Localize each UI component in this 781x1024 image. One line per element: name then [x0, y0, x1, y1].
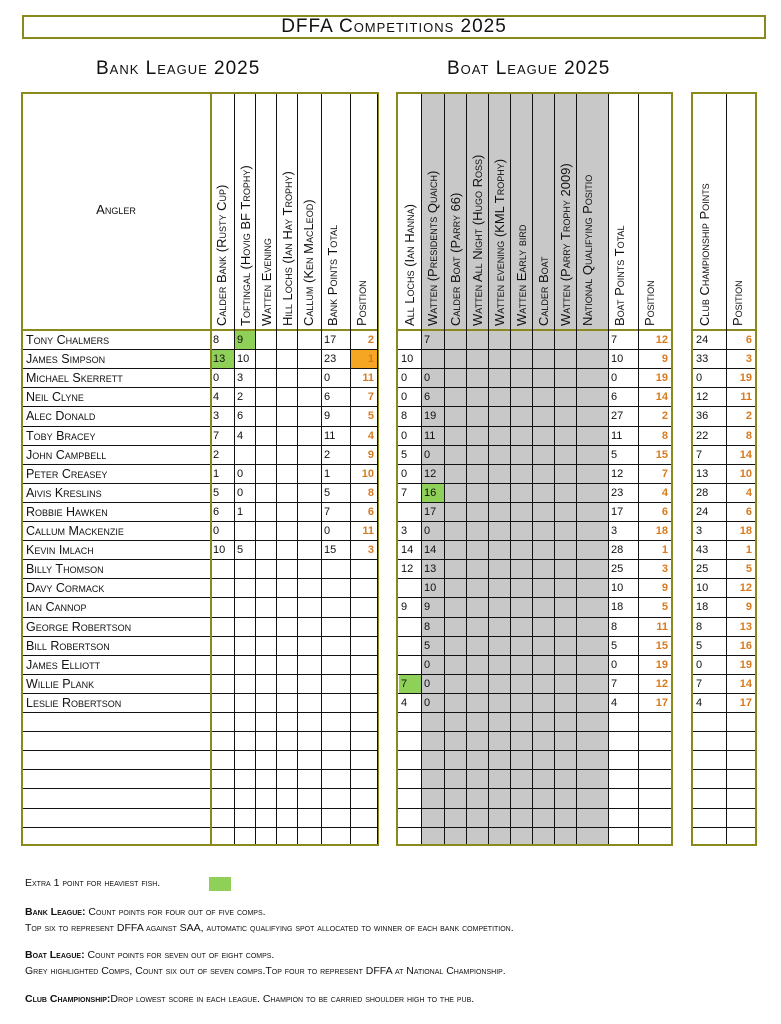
column-divider — [488, 94, 489, 844]
score-cell: 0 — [696, 372, 703, 385]
score-cell: 43 — [696, 544, 709, 557]
score-cell: 13 — [424, 563, 437, 576]
score-cell: 8 — [213, 334, 220, 346]
score-cell: 9 — [401, 601, 408, 614]
score-cell: 2 — [237, 391, 244, 404]
column-header: National Qualifying Positio — [580, 174, 595, 326]
score-cell: 7 — [401, 486, 408, 499]
column-header: All Lochs (Ian Hanna) — [402, 204, 417, 326]
position-cell: 5 — [367, 410, 374, 423]
column-header: Toftingal (Hovig BF Trophy) — [238, 165, 253, 326]
score-cell: 17 — [324, 334, 337, 346]
angler-name: Leslie Robertson — [26, 695, 122, 710]
score-cell: 4 — [213, 391, 220, 404]
score-cell: 7 — [696, 677, 703, 690]
heaviest-fish-swatch — [209, 877, 231, 891]
score-cell: 7 — [401, 677, 408, 690]
score-cell: 4 — [696, 696, 703, 709]
score-cell: 36 — [696, 410, 709, 423]
position-cell: 14 — [655, 391, 668, 404]
score-cell: 0 — [401, 372, 408, 385]
column-divider — [377, 94, 378, 844]
row-divider — [398, 712, 671, 713]
score-cell: 0 — [401, 391, 408, 404]
position-cell: 1 — [661, 544, 668, 557]
column-header: Boat Points Total — [612, 225, 627, 326]
position-cell: 11 — [362, 525, 374, 537]
position-cell: 4 — [745, 486, 752, 499]
row-divider — [398, 827, 671, 828]
score-cell: 27 — [611, 410, 624, 423]
score-cell: 5 — [237, 544, 244, 557]
score-cell: 24 — [696, 505, 709, 518]
position-cell: 11 — [362, 372, 374, 385]
position-cell: 6 — [745, 334, 752, 346]
position-cell: 6 — [661, 505, 668, 518]
score-cell: 12 — [424, 467, 437, 480]
position-cell: 17 — [655, 696, 668, 709]
position-cell: 14 — [739, 677, 752, 690]
score-cell: 12 — [611, 467, 624, 480]
score-cell: 6 — [324, 391, 331, 404]
boat-league-rule — [25, 949, 274, 961]
row-divider — [398, 788, 671, 789]
column-header: Club Championship Points — [697, 183, 712, 326]
score-cell: 6 — [424, 391, 431, 404]
score-cell: 9 — [324, 410, 331, 423]
score-cell: 9 — [237, 334, 244, 346]
score-cell: 5 — [324, 486, 331, 499]
column-header: Watten (Presidents Quaich) — [425, 170, 440, 326]
score-cell: 5 — [213, 486, 220, 499]
angler-name: Callum Mackenzie — [26, 524, 124, 538]
score-cell: 7 — [696, 448, 703, 461]
position-cell: 3 — [745, 353, 752, 366]
column-divider — [255, 94, 256, 844]
score-cell: 8 — [611, 620, 618, 633]
column-header: Calder Bank (Rusty Cup) — [214, 184, 229, 326]
position-cell: 11 — [656, 620, 668, 633]
score-cell: 0 — [213, 372, 220, 385]
position-cell: 19 — [739, 372, 752, 385]
angler-name: Michael Skerrett — [26, 371, 123, 386]
score-cell: 0 — [424, 696, 431, 709]
column-divider — [297, 94, 298, 844]
row-divider — [23, 808, 377, 809]
column-divider — [554, 94, 555, 844]
angler-name: Tony Chalmers — [26, 333, 110, 347]
column-header: Watten evening (KML Trophy) — [492, 158, 507, 326]
position-cell: 15 — [655, 448, 668, 461]
score-cell: 0 — [696, 658, 703, 671]
row-divider — [398, 808, 671, 809]
position-cell: 9 — [745, 601, 752, 614]
score-cell: 13 — [213, 353, 226, 366]
position-cell: 19 — [655, 372, 668, 385]
score-cell: 24 — [696, 334, 709, 346]
row-divider — [693, 827, 755, 828]
row-divider — [398, 731, 671, 732]
column-header: Watten (Parry Trophy 2009) — [558, 163, 573, 326]
position-cell: 10 — [361, 467, 374, 480]
score-cell: 5 — [611, 639, 618, 652]
score-cell: 6 — [213, 505, 220, 518]
score-cell: 4 — [401, 696, 408, 709]
position-cell: 14 — [739, 448, 752, 461]
boat-rule-text: Count points for seven out of eight comps. — [84, 949, 275, 961]
boat-league-title: Boat League 2025 — [447, 58, 611, 79]
angler-name: Alec Donald — [26, 409, 96, 424]
club-championship-rule — [25, 993, 474, 1005]
club-rule-label: Club Championship: — [25, 993, 111, 1005]
position-cell: 16 — [739, 639, 752, 652]
angler-name: Aivis Kreslins — [26, 485, 102, 500]
column-header: Calder Boat — [536, 256, 551, 326]
score-cell: 7 — [324, 505, 331, 518]
score-cell: 3 — [611, 525, 618, 537]
score-cell: 8 — [696, 620, 703, 633]
row-divider — [23, 712, 377, 713]
score-cell: 23 — [611, 486, 624, 499]
score-cell: 3 — [401, 525, 408, 537]
score-cell: 28 — [611, 544, 624, 557]
column-header: Hill Lochs (Ian Hay Trophy) — [280, 171, 295, 326]
boat-league-rule-2: Grey highlighted Comps, Count six out of seven comps.Top four to represent DFFA at National Championship. — [25, 965, 506, 977]
position-cell: 2 — [745, 410, 752, 423]
score-cell: 9 — [424, 601, 431, 614]
score-cell: 18 — [611, 601, 624, 614]
score-cell: 6 — [611, 391, 618, 404]
row-divider — [23, 750, 377, 751]
heaviest-fish-note: Extra 1 point for heaviest fish. — [25, 877, 161, 889]
club-rule-text: Drop lowest score in each league. Champion to be carried shoulder high to the pub. — [110, 993, 475, 1005]
score-cell: 3 — [213, 410, 220, 423]
score-cell: 8 — [401, 410, 408, 423]
position-cell: 7 — [661, 467, 668, 480]
position-cell: 9 — [661, 582, 668, 595]
score-cell: 5 — [611, 448, 618, 461]
score-cell: 17 — [611, 505, 624, 518]
position-cell: 12 — [655, 334, 668, 346]
bank-rule-label: Bank League: — [25, 906, 86, 918]
column-divider — [444, 94, 445, 844]
score-cell: 4 — [237, 429, 244, 442]
score-cell: 23 — [324, 353, 337, 366]
column-divider — [276, 94, 277, 844]
row-divider — [23, 788, 377, 789]
position-cell: 8 — [745, 429, 752, 442]
column-header: Position — [642, 280, 657, 326]
score-cell: 10 — [611, 353, 624, 366]
bank-league-title: Bank League 2025 — [96, 58, 261, 79]
score-cell: 0 — [237, 486, 244, 499]
score-cell: 0 — [611, 658, 618, 671]
row-divider — [398, 750, 671, 751]
position-cell: 3 — [661, 563, 668, 576]
page-title: DFFA Competitions 2025 — [22, 15, 766, 39]
score-cell: 0 — [424, 372, 431, 385]
angler-name: James Elliott — [26, 657, 101, 672]
score-cell: 0 — [424, 677, 431, 690]
column-divider — [466, 94, 467, 844]
row-divider — [693, 712, 755, 713]
score-cell: 7 — [611, 334, 618, 346]
column-header: Bank Points Total — [325, 224, 340, 326]
score-cell: 12 — [401, 563, 414, 576]
angler-name: Peter Creasey — [26, 466, 108, 481]
row-divider — [398, 769, 671, 770]
position-cell: 18 — [739, 525, 752, 537]
boat-rule-label: Boat League: — [25, 949, 85, 961]
column-divider — [576, 94, 577, 844]
score-cell: 14 — [424, 544, 437, 557]
score-cell: 3 — [237, 372, 244, 385]
angler-name: Ian Cannop — [26, 600, 87, 615]
score-cell: 1 — [324, 467, 331, 480]
position-cell: 8 — [367, 486, 374, 499]
score-cell: 25 — [696, 563, 709, 576]
column-header: Callum (Ken MacLeod) — [301, 199, 316, 326]
score-cell: 2 — [324, 448, 331, 461]
angler-name: Kevin Imlach — [26, 543, 94, 558]
score-cell: 2 — [213, 448, 220, 461]
score-cell: 22 — [696, 429, 709, 442]
score-cell: 6 — [237, 410, 244, 423]
position-cell: 2 — [661, 410, 668, 423]
score-cell: 8 — [424, 620, 431, 633]
score-cell: 0 — [424, 525, 431, 537]
score-cell: 0 — [324, 525, 331, 537]
score-cell: 10 — [237, 353, 250, 366]
position-cell: 4 — [367, 429, 374, 442]
score-cell: 16 — [424, 486, 437, 499]
score-cell: 0 — [401, 429, 408, 442]
position-cell: 6 — [367, 505, 374, 518]
column-header: Calder Boat (Parry 66) — [448, 192, 463, 326]
position-cell: 1 — [367, 353, 374, 366]
score-cell: 0 — [424, 448, 431, 461]
score-cell: 18 — [696, 601, 709, 614]
score-cell: 25 — [611, 563, 624, 576]
angler-name: Davy Cormack — [26, 581, 105, 596]
angler-name: Robbie Hawken — [26, 504, 108, 519]
position-cell: 5 — [661, 601, 668, 614]
column-divider — [510, 94, 511, 844]
score-cell: 0 — [611, 372, 618, 385]
score-cell: 1 — [237, 505, 244, 518]
score-cell: 5 — [696, 639, 703, 652]
row-divider — [693, 788, 755, 789]
angler-name: Neil Clyne — [26, 390, 84, 405]
position-cell: 15 — [655, 639, 668, 652]
position-cell: 13 — [739, 620, 752, 633]
position-cell: 10 — [739, 467, 752, 480]
score-cell: 17 — [424, 505, 437, 518]
column-header: Watten Early bird — [514, 224, 529, 326]
position-cell: 3 — [367, 544, 374, 557]
score-cell: 13 — [696, 467, 709, 480]
score-cell: 10 — [611, 582, 624, 595]
score-cell: 5 — [424, 639, 431, 652]
position-cell: 8 — [661, 429, 668, 442]
score-cell: 0 — [401, 467, 408, 480]
position-cell: 12 — [739, 582, 752, 595]
position-cell: 18 — [655, 525, 668, 537]
score-cell: 10 — [401, 353, 414, 366]
position-cell: 9 — [367, 448, 374, 461]
angler-header: Angler — [96, 202, 136, 217]
column-header: Watten Evening — [259, 238, 274, 326]
score-cell: 11 — [424, 429, 436, 442]
score-cell: 10 — [696, 582, 709, 595]
row-divider — [23, 769, 377, 770]
bank-league-table — [21, 92, 379, 846]
position-cell: 19 — [655, 658, 668, 671]
column-header: Position — [730, 280, 745, 326]
position-cell: 12 — [655, 677, 668, 690]
score-cell: 0 — [424, 658, 431, 671]
score-cell: 0 — [237, 467, 244, 480]
score-cell: 4 — [611, 696, 618, 709]
score-cell: 28 — [696, 486, 709, 499]
column-header: Position — [354, 280, 369, 326]
bank-league-rule-2: Top six to represent DFFA against SAA, automatic qualifying spot allocated to winner of each bank competition. — [25, 922, 514, 934]
row-divider — [693, 769, 755, 770]
club-championship-table — [691, 92, 757, 846]
column-divider — [532, 94, 533, 844]
position-cell: 11 — [740, 391, 752, 404]
bank-league-rule — [25, 906, 266, 918]
angler-name: George Robertson — [26, 619, 132, 634]
score-cell: 7 — [213, 429, 220, 442]
score-cell: 11 — [324, 429, 336, 442]
row-divider — [23, 731, 377, 732]
score-cell: 1 — [213, 467, 220, 480]
row-divider — [23, 827, 377, 828]
position-cell: 1 — [745, 544, 752, 557]
score-cell: 7 — [424, 334, 431, 346]
score-cell: 10 — [424, 582, 437, 595]
score-cell: 0 — [213, 525, 220, 537]
score-cell: 0 — [324, 372, 331, 385]
position-cell: 2 — [367, 334, 374, 346]
bank-rule-text: Count points for four out of five comps. — [85, 906, 266, 918]
score-cell: 14 — [401, 544, 414, 557]
row-divider — [693, 731, 755, 732]
row-divider — [693, 750, 755, 751]
score-cell: 12 — [696, 391, 709, 404]
angler-name: Bill Robertson — [26, 638, 110, 653]
angler-name: Billy Thomson — [26, 562, 104, 577]
row-divider — [693, 808, 755, 809]
position-cell: 5 — [745, 563, 752, 576]
score-cell: 7 — [611, 677, 618, 690]
position-cell: 6 — [745, 505, 752, 518]
score-cell: 11 — [611, 429, 623, 442]
score-cell: 5 — [401, 448, 408, 461]
position-cell: 4 — [661, 486, 668, 499]
angler-name: James Simpson — [26, 352, 106, 367]
angler-name: Willie Plank — [26, 676, 95, 691]
boat-league-table — [396, 92, 673, 846]
angler-name: Toby Bracey — [26, 428, 96, 443]
position-cell: 17 — [739, 696, 752, 709]
position-cell: 19 — [739, 658, 752, 671]
score-cell: 15 — [324, 544, 337, 557]
position-cell: 9 — [661, 353, 668, 366]
column-header: Watten All Night (Hugo Ross) — [470, 154, 485, 326]
score-cell: 10 — [213, 544, 226, 557]
score-cell: 19 — [424, 410, 437, 423]
angler-name: John Campbell — [26, 447, 107, 462]
score-cell: 3 — [696, 525, 703, 537]
position-cell: 7 — [367, 391, 374, 404]
score-cell: 33 — [696, 353, 709, 366]
